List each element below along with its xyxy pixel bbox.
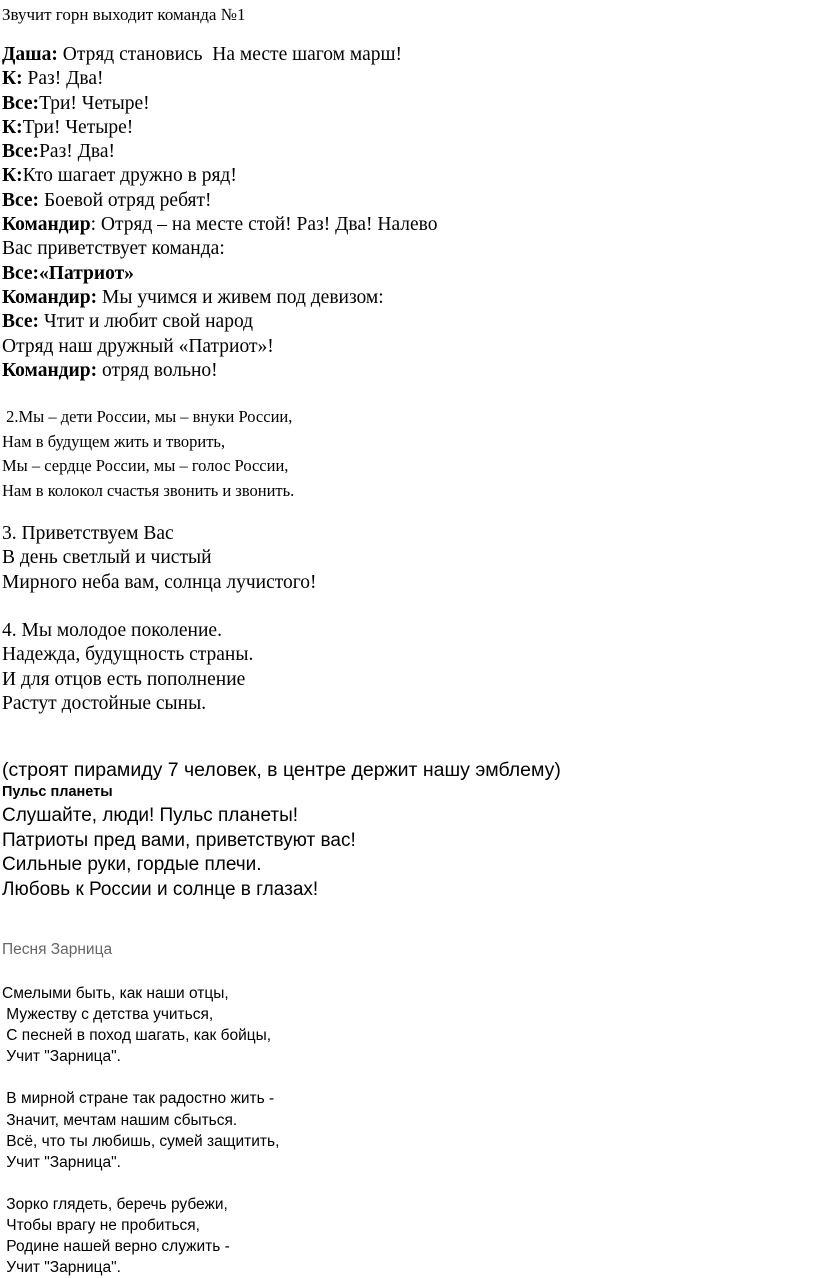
lyric-line: Смелыми быть, как наши отцы, bbox=[2, 985, 229, 1002]
speech: Три! Четыре! bbox=[22, 116, 134, 138]
speaker: Все: bbox=[2, 141, 40, 163]
stanza-gap bbox=[2, 1173, 279, 1194]
speech: Три! Четыре! bbox=[39, 92, 150, 114]
lyric-line: Учит "Зарница". bbox=[2, 1048, 121, 1066]
dialogue-line bbox=[2, 335, 438, 359]
verse-4 bbox=[2, 619, 253, 716]
speaker: К: bbox=[2, 68, 23, 90]
dialogue-line bbox=[2, 140, 438, 164]
dialogue-line bbox=[2, 92, 438, 116]
dialogue-line bbox=[2, 310, 438, 334]
poem-line: Любовь к России и солнце в глазах! bbox=[2, 878, 319, 900]
song-stanza bbox=[2, 983, 279, 1067]
speech: Отряд становись На месте шагом марш! bbox=[57, 44, 403, 65]
verse-line: 4. Мы молодое поколение. bbox=[2, 620, 222, 641]
poem-line: Слушайте, люди! Пульс планеты! bbox=[2, 805, 299, 826]
verse-line: Нам в будущем жить и творить, bbox=[2, 431, 226, 451]
lyric-line: Учит "Зарница". bbox=[2, 1153, 121, 1171]
speaker: Даша: bbox=[2, 44, 58, 65]
speaker: Командир bbox=[2, 214, 91, 236]
speech: Раз! Два! bbox=[39, 141, 116, 163]
dialogue-line bbox=[2, 43, 438, 67]
verse-line: Надежда, будущность страны. bbox=[2, 644, 254, 666]
lyric-line: Всё, что ты любишь, сумей защитить, bbox=[2, 1132, 280, 1150]
dialogue-line bbox=[2, 262, 438, 286]
dialogue-line bbox=[2, 67, 438, 91]
speech: Раз! Два! bbox=[22, 68, 104, 90]
poem-line: Сильные руки, гордые плечи. bbox=[2, 854, 262, 875]
lyric-line: Чтобы врагу не пробиться, bbox=[2, 1217, 200, 1235]
header-line: Звучит горн выходит команда №1 bbox=[2, 5, 246, 24]
speech: Боевой отряд ребят! bbox=[39, 189, 212, 211]
lyric-line: Зорко глядеть, беречь рубежи, bbox=[2, 1195, 228, 1213]
verse-2 bbox=[2, 405, 294, 503]
scene-dialogue bbox=[2, 43, 438, 383]
stage-direction: (строят пирамиду 7 человек, в центре держит нашу эмблему) bbox=[2, 759, 561, 781]
section-title-pulse: Пульс планеты bbox=[2, 784, 113, 800]
lyric-line: Учит "Зарница". bbox=[2, 1259, 121, 1277]
verse-line: 3. Приветствуем Вас bbox=[2, 523, 174, 544]
stanza-gap bbox=[2, 1067, 279, 1088]
dialogue-line bbox=[2, 237, 438, 261]
speech: : Отряд – на месте стой! Раз! Два! Налево bbox=[90, 214, 438, 236]
song-stanza bbox=[2, 1088, 279, 1172]
verse-line: Нам в колокол счастья звонить и звонить. bbox=[2, 480, 295, 500]
verse-line: Мирного неба вам, солнца лучистого! bbox=[2, 571, 317, 593]
speech: Вас приветствует команда: bbox=[2, 238, 225, 260]
verse-line: Мы – сердце России, мы – голос России, bbox=[2, 456, 289, 476]
dialogue-line bbox=[2, 359, 438, 383]
speech: Отряд наш дружный «Патриот»! bbox=[2, 335, 274, 357]
lyric-line: Родине нашей верно служить - bbox=[2, 1238, 230, 1256]
verse-line: В день светлый и чистый bbox=[2, 547, 212, 569]
song-stanza bbox=[2, 1194, 279, 1278]
verse-line: И для отцов есть пополнение bbox=[2, 668, 246, 690]
lyric-line: С песней в поход шагать, как бойцы, bbox=[2, 1027, 272, 1045]
speaker: Все: bbox=[2, 311, 40, 333]
speaker: Все: bbox=[2, 92, 40, 114]
verse-3 bbox=[2, 522, 317, 595]
poem-line: Патриоты пред вами, приветствуют вас! bbox=[2, 829, 356, 851]
song-lyrics bbox=[2, 983, 279, 1278]
speaker: Командир: bbox=[2, 359, 98, 381]
speech: Кто шагает дружно в ряд! bbox=[22, 165, 237, 187]
dialogue-line bbox=[2, 213, 438, 237]
dialogue-line bbox=[2, 286, 438, 310]
speaker: К: bbox=[2, 165, 23, 187]
verse-line: 2.Мы – дети России, мы – внуки России, bbox=[2, 407, 293, 426]
speech: Чтит и любит свой народ bbox=[39, 311, 254, 333]
verse-line: Растут достойные сыны. bbox=[2, 692, 207, 714]
dialogue-line bbox=[2, 189, 438, 213]
speaker: Все:«Патриот» bbox=[2, 262, 134, 284]
dialogue-line bbox=[2, 164, 438, 188]
pulse-poem bbox=[2, 804, 356, 902]
speech: Мы учимся и живем под девизом: bbox=[97, 286, 384, 308]
speech: отряд вольно! bbox=[97, 359, 218, 381]
dialogue-line bbox=[2, 116, 438, 140]
lyric-line: В мирной стране так радостно жить - bbox=[2, 1090, 275, 1108]
lyric-line: Значит, мечтам нашим сбыться. bbox=[2, 1111, 238, 1129]
speaker: Командир: bbox=[2, 286, 98, 308]
speaker: К: bbox=[2, 116, 23, 138]
song-title: Песня Зарница bbox=[2, 941, 113, 958]
speaker: Все: bbox=[2, 189, 40, 211]
lyric-line: Мужеству с детства учиться, bbox=[2, 1006, 214, 1024]
